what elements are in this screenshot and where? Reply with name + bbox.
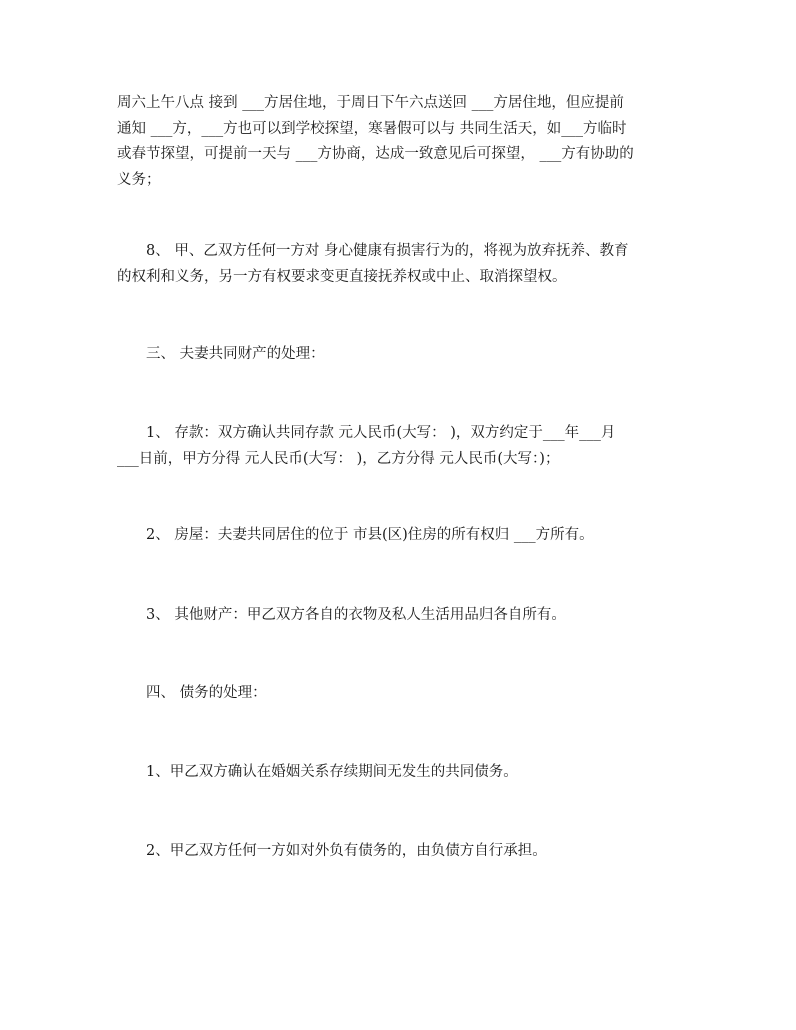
section-heading-debts <box>117 681 687 707</box>
item-savings <box>117 421 687 472</box>
item-individual-debt <box>117 839 687 865</box>
visitation-paragraph <box>117 91 687 193</box>
section-heading-property <box>117 342 687 368</box>
text-line: 2、 房屋：夫妻共同居住的位于 市县(区)住房的所有权归 ___方所有。 <box>117 527 594 543</box>
text-line: 2、甲乙双方任何一方如对外负有债务的，由负债方自行承担。 <box>117 843 547 859</box>
item-no-common-debt <box>117 760 687 786</box>
text-line: ___日前，甲方分得 元人民币(大写： )，乙方分得 元人民币(大写：)； <box>117 450 560 467</box>
text-line: 1、甲乙双方确认在婚姻关系存续期间无发生的共同债务。 <box>117 764 518 780</box>
text-line: 通知 ___方，___方也可以到学校探望，寒暑假可以与 共同生活天，如___方临时 <box>117 120 627 137</box>
clause-8-paragraph <box>117 239 687 290</box>
text-line: 周六上午八点 接到 ___方居住地，于周日下午六点送回 ___方居住地，但应提前 <box>117 95 624 111</box>
text-line: 3、 其他财产：甲乙双方各自的衣物及私人生活用品归各自所有。 <box>117 607 566 623</box>
text-line: 1、 存款：双方确认共同存款 元人民币(大写： )，双方约定于___年___月 <box>117 425 616 441</box>
text-line: 的权利和义务，另一方有权要求变更直接抚养权或中止、取消探望权。 <box>117 268 567 285</box>
item-housing <box>117 523 687 549</box>
text-line: 义务； <box>117 171 161 188</box>
heading-text: 四、 债务的处理： <box>117 685 267 701</box>
item-other-property <box>117 603 687 629</box>
heading-text: 三、 夫妻共同财产的处理： <box>117 346 325 362</box>
text-line: 8、 甲、乙双方任何一方对 身心健康有损害行为的，将视为放弃抚养、教育 <box>117 243 629 259</box>
text-line: 或春节探望，可提前一天与 ___方协商，达成一致意见后可探望， ___方有协助的 <box>117 146 634 162</box>
